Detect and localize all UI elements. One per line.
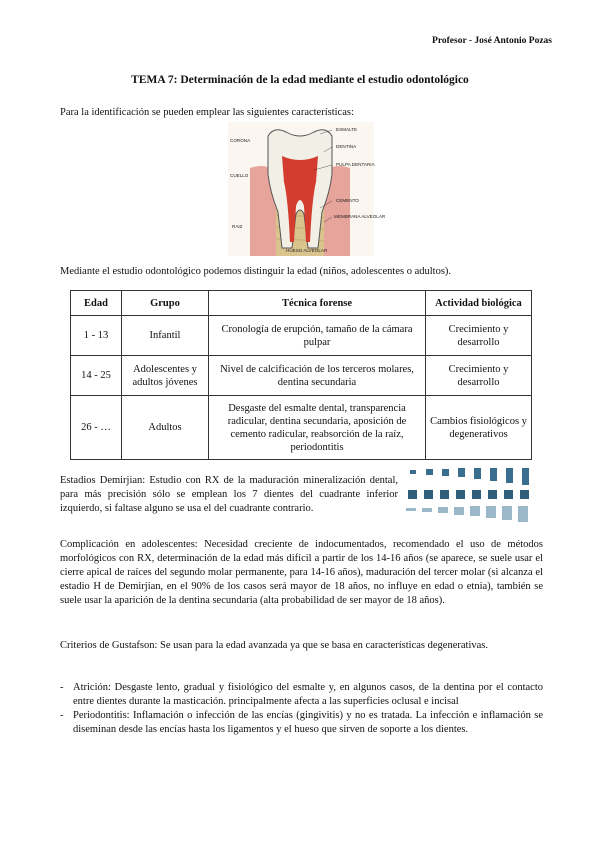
table-cell: 14 - 25: [71, 356, 122, 396]
table-row: [71, 316, 532, 356]
label-membrana: MEMBRANA ALVEOLAR: [334, 214, 386, 219]
table-header-row: [71, 291, 532, 316]
label-corona: CORONA: [230, 138, 251, 143]
col-header-actividad: Actividad biológica: [426, 291, 532, 316]
table-cell: Crecimiento y desarrollo: [426, 316, 532, 356]
label-dentina: DENTINA: [336, 144, 357, 149]
col-header-tecnica: Técnica forense: [209, 291, 426, 316]
label-pulpa: PULPA DENTARIA: [336, 162, 375, 167]
table-cell: Cronología de erupción, tamaño de la cámara pulpar: [209, 316, 426, 356]
demirjian-stages-image: [404, 466, 542, 524]
col-header-grupo: Grupo: [122, 291, 209, 316]
table-cell: Nivel de calcificación de los terceros molares, dentina secundaria: [209, 356, 426, 396]
table-cell: Infantil: [122, 316, 209, 356]
complicacion-text: Complicación en adolescentes: Necesidad creciente de indocumentados, recomendado el uso de métodos morfológicos con RX, determinación de la edad más difícil a partir de los 14-16 años (se aparece, se suele usar el cierre apical de raíces del segundo molar permanente, para 14-16 años), maduración del tercer molar (si alcanza el estadio H de Demirjian, en el 90% de los casos será mayor de 18 años, no influye en edad o etnia), también se suele usar la aparición de la dentina secundaria (alta probabilidad de ser mayor de 18 años).: [60, 539, 543, 606]
criteria-list: [60, 681, 543, 737]
page-title: TEMA 7: Determinación de la edad mediante el estudio odontológico: [131, 74, 469, 86]
gustafson-text: Criterios de Gustafson: Se usan para la edad avanzada ya que se basa en características degenerativas.: [60, 640, 488, 651]
label-cemento: CEMENTO: [336, 198, 359, 203]
label-esmalte: ESMALTE: [336, 127, 358, 132]
col-header-edad: Edad: [71, 291, 122, 316]
table-cell: Crecimiento y desarrollo: [426, 356, 532, 396]
label-cuello: CUELLO: [230, 173, 249, 178]
list-item: - Atrición: Desgaste lento, gradual y fisiológico del esmalte y, en algunos casos, de la dentina por el contacto entre dientes durante la masticación. principalmente afecta a las superficies oclusal e incisal: [60, 682, 543, 707]
table-cell: Adultos: [122, 396, 209, 460]
label-hueso: HUESO ALVEOLAR: [286, 248, 328, 253]
table-cell: Desgaste del esmalte dental, transparencia radicular, dentina secundaria, aposición de cemento radicular, reabsorción de la raíz, periodontitis: [209, 396, 426, 460]
age-intro-text: Mediante el estudio odontológico podemos distinguir la edad (niños, adolescentes o adultos).: [60, 266, 452, 277]
table-cell: 26 - …: [71, 396, 122, 460]
tooth-diagram: [228, 122, 386, 256]
author-header: Profesor - José Antonio Pozas: [432, 36, 552, 46]
intro-text: Para la identificación se pueden emplear las siguientes características:: [60, 107, 354, 118]
list-item: - Periodontitis: Inflamación o infección de las encías (gingivitis) y no es tratada. La infección e inflamación se diseminan desde las encías hasta los ligamentos y el hueso que sirven de soporte a los dientes.: [60, 710, 543, 735]
age-table: [70, 290, 532, 460]
table-cell: Adolescentes y adultos jóvenes: [122, 356, 209, 396]
table-row: [71, 356, 532, 396]
list-item-text: Periodontitis: Inflamación o infección de las encías (gingivitis) y no es tratada. La infección e inflamación se diseminan desde las encías hasta los ligamentos y el hueso que sirven de soporte a los dientes.: [73, 710, 543, 735]
table-cell: 1 - 13: [71, 316, 122, 356]
label-raiz: RAIZ: [232, 224, 243, 229]
list-item-text: Atrición: Desgaste lento, gradual y fisiológico del esmalte y, en algunos casos, de la dentina por el contacto entre dientes durante la masticación. principalmente afecta a las superficies oclusal e incisal: [73, 682, 543, 707]
demirjian-text: Estadios Demirjian: Estudio con RX de la maduración mineralización dental, para más precisión sólo se emplean los 7 dientes del cuadrante inferior izquierdo, si faltase alguno se usa el del cuadrante contrario.: [60, 475, 398, 514]
table-row: [71, 396, 532, 460]
table-cell: Cambios fisiológicos y degenerativos: [426, 396, 532, 460]
